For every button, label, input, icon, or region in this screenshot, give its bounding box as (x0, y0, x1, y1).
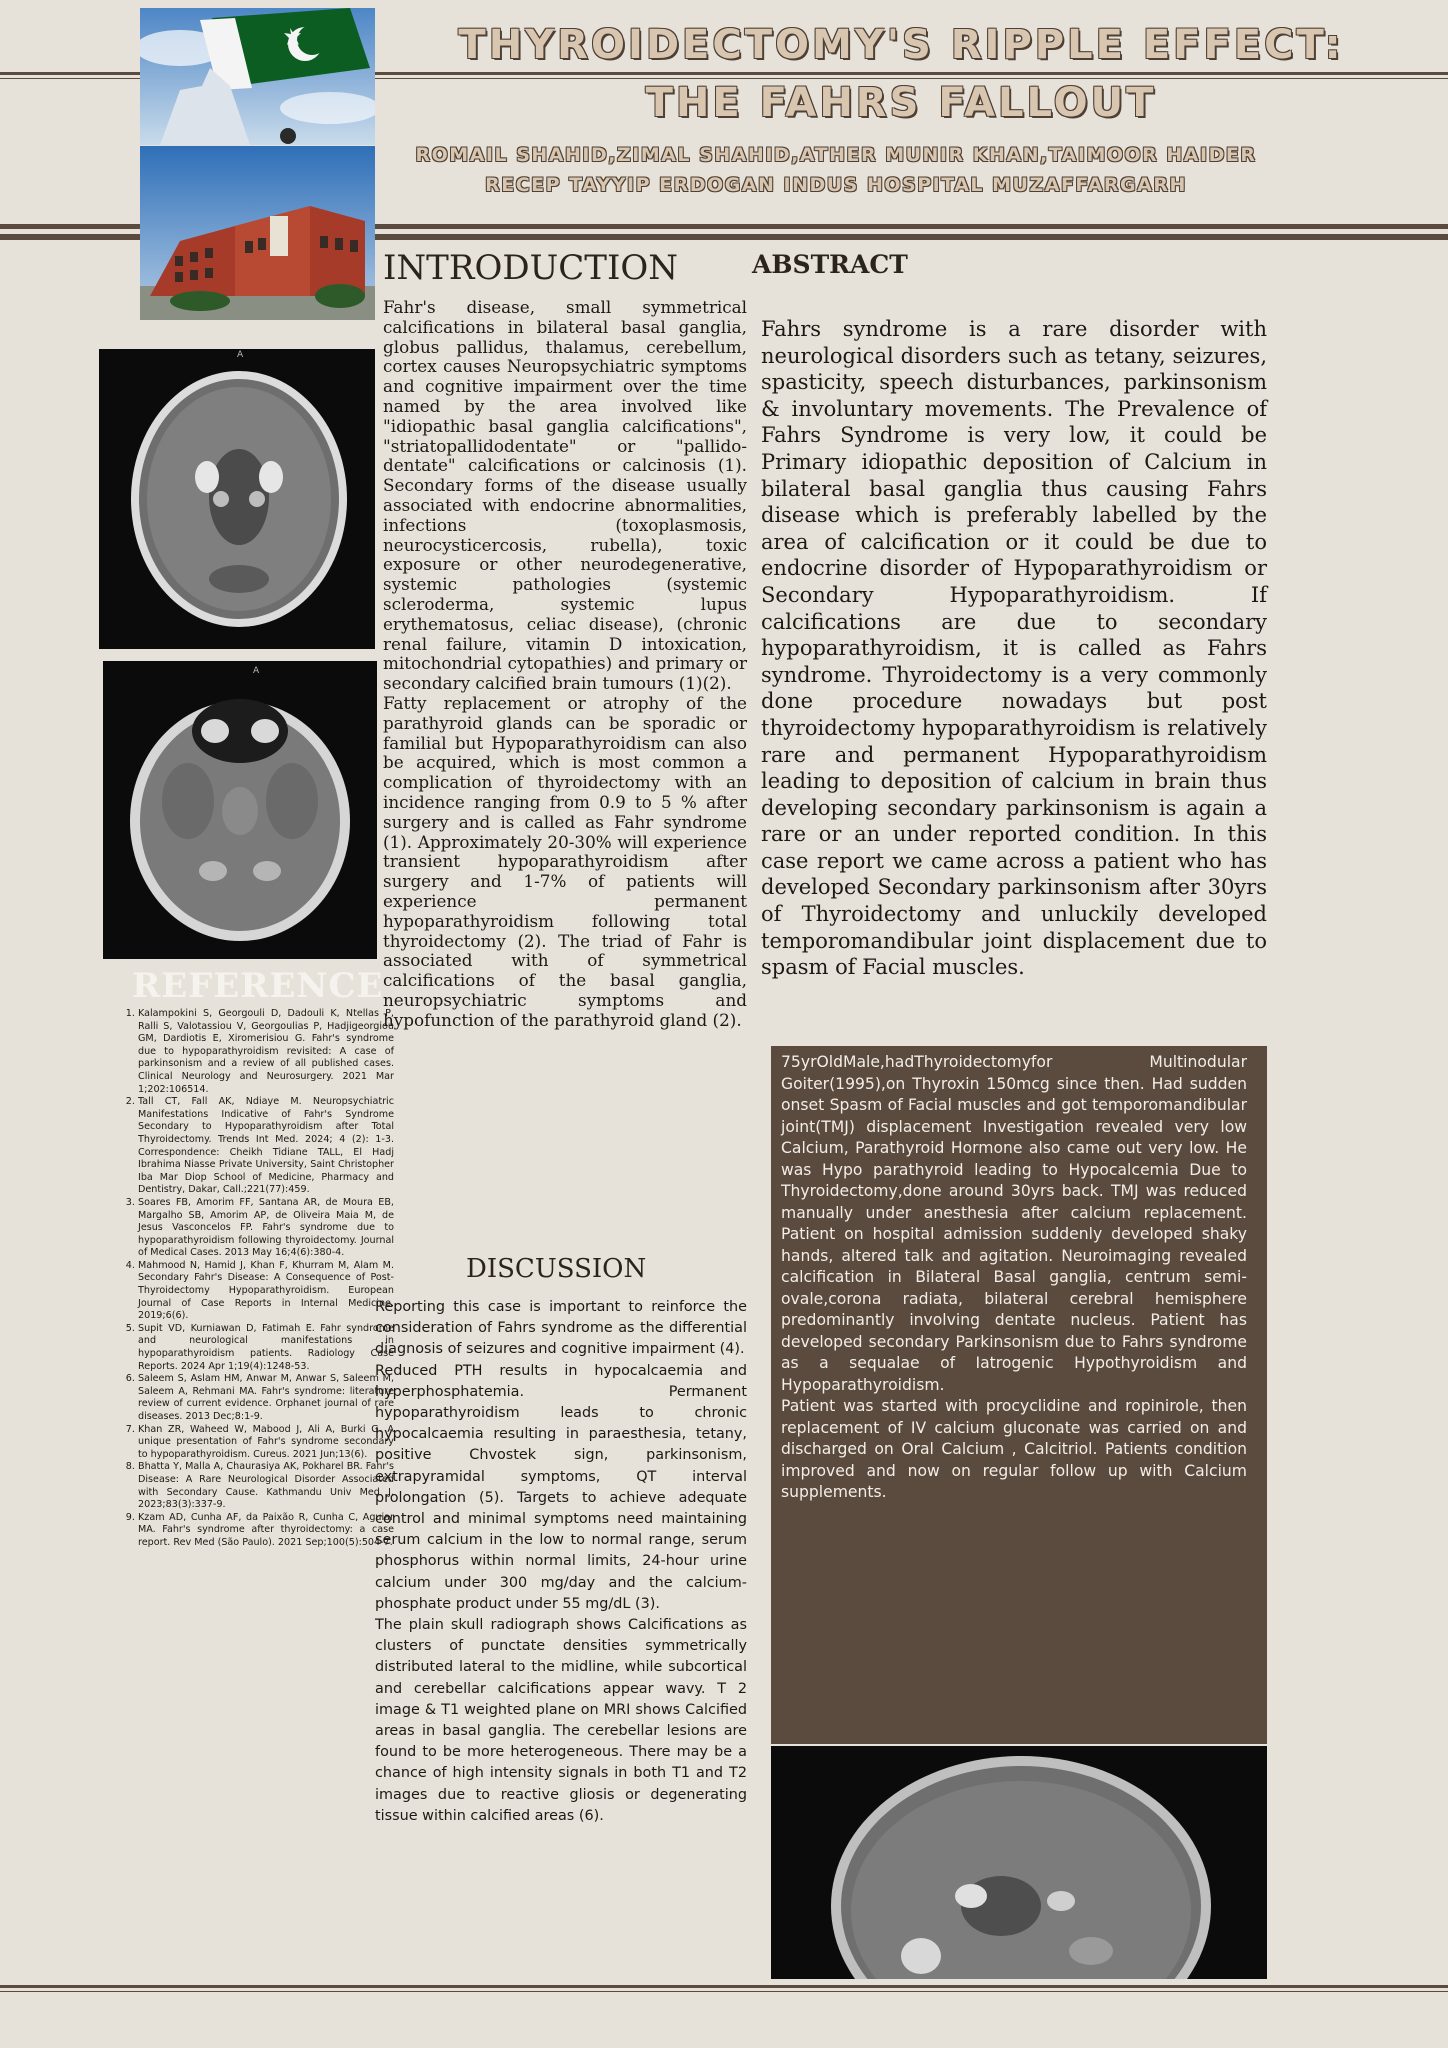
discussion-heading: DISCUSSION (466, 1254, 647, 1284)
poster-title-line1: THYROIDECTOMY'S RIPPLE EFFECT: (458, 22, 1344, 68)
introduction-heading: INTRODUCTION (383, 248, 678, 288)
flag-photo (140, 8, 375, 145)
introduction-paragraph-1: Fahr's disease, small symmetrical calcifications in bilateral basal ganglia, globus pallidus, thalamus, cerebellum, cortex causes Neuropsychiatric symptoms and cognitive impairment over the time named by the area involved like "idiopathic basal ganglia calcifications", "striatopallidodentate" or "pallido-dentate" calcifications or calcinosis (1). Secondary forms of the disease usually associated with endocrine abnormalities, infections (toxoplasmosis, neurocysticercosis, rubella), toxic exposure or other neurodegenerative, systemic pathologies (systemic scleroderma, systemic lupus erythematosus, celiac disease), (chronic renal failure, vitamin D intoxication, mitochondrial cytopathies) and primary or secondary calcified brain tumours (1)(2). (383, 297, 747, 694)
hospital-photo (140, 146, 375, 320)
reference-list (100, 1008, 394, 1550)
reference-item: 2. Tall CT, Fall AK, Ndiaye M. Neuropsychiatric Manifestations Indicative of Fahr's Syndrome Secondary to Hypoparathyroidism after Total Thyroidectomy. Trends Int Med. 2024; 4 (2): 1-3. Correspondence: Cheikh Tidiane TALL, El Hadj Ibrahima Niasse Private University, Saint Christopher Iba Mar Diop School of Medicine, Pharmacy and Dentistry, Dakar, Call.;221(77):459. (138, 1096, 394, 1197)
scan-orientation-label-2: A (253, 666, 260, 676)
references-heading: REFERENCE (132, 966, 384, 1006)
abstract-heading: ABSTRACT (752, 250, 908, 279)
case-paragraph-1: 75yrOldMale,hadThyroidectomyfor Multinodular Goiter(1995),on Thyroxin 150mcg since then. Had sudden onset Spasm of Facial muscles and got temporomandibular joint(TMJ) displacement Investigation revealed very low Calcium, Parathyroid Hormone also came out very low. He was Hypo parathyroid leading to Hypocalcemia Due to Thyroidectomy,done around 30yrs back. TMJ was reduced manually under anesthesia after calcium replacement. Patient on hospital admission suddenly developed shaky hands, altered talk and agitation. Neuroimaging revealed calcification in Bilateral Basal ganglia, centrum semi-ovale,corona radiata, bilateral cerebral hemisphere predominantly involving dentate nucleus. Patient has developed secondary Parkinsonism due to Fahrs syndrome as a sequalae of Iatrogenic Hypothyroidism and Hypoparathyroidism. (781, 1053, 1247, 1394)
reference-item: 3. Soares FB, Amorim FF, Santana AR, de Moura EB, Margalho SB, Amorim AP, de Oliveira Maia M, de Jesus Vasconcelos FP. Fahr's syndrome due to hypoparathyroidism following thyroidectomy. Journal of Medical Cases. 2013 May 16;4(6):380-4. (138, 1197, 394, 1260)
introduction-text (383, 298, 747, 1030)
reference-item: 8. Bhatta Y, Malla A, Chaurasiya AK, Pokharel BR. Fahr's Disease: A Rare Neurological Disorder Associated with Secondary Cause. Kathmandu Univ Med J. 2023;83(3):337-9. (138, 1461, 394, 1511)
reference-item: 6. Saleem S, Aslam HM, Anwar M, Anwar S, Saleem M, Saleem A, Rehmani MA. Fahr's syndrome: literature review of current evidence. Orphanet journal of rare diseases. 2013 Dec;8:1-9. (138, 1373, 394, 1423)
bottom-rule-1 (0, 1985, 1448, 1988)
bottom-rule-2 (0, 1991, 1448, 1992)
scan-orientation-label: A (237, 350, 244, 360)
discussion-paragraph-3: The plain skull radiograph shows Calcifications as clusters of punctate densities symmetrically distributed lateral to the midline, while subcortical and cerebellar calcifications appear wavy. T 2 image & T1 weighted plane on MRI shows Calcified areas in basal ganglia. The cerebellar lesions are found to be more heterogeneous. There may be a chance of high intensity signals in both T1 and T2 images due to reactive gliosis or degenerating tissue within calcified areas (6). (375, 1617, 747, 1824)
reference-item: 4. Mahmood N, Hamid J, Khan F, Khurram M, Alam M. Secondary Fahr's Disease: A Consequence of Post-Thyroidectomy Hypoparathyroidism. European Journal of Case Reports in Internal Medicine. 2019;6(6). (138, 1260, 394, 1323)
ct-scan-sagittal (771, 1746, 1267, 1979)
reference-item: 7. Khan ZR, Waheed W, Mabood J, Ali A, Burki G. A unique presentation of Fahr's syndrome secondary to hypoparathyroidism. Cureus. 2021 Jun;13(6). (138, 1424, 394, 1462)
reference-item: 1. Kalampokini S, Georgouli D, Dadouli K, Ntellas P, Ralli S, Valotassiou V, Georgoulias P, Hadjigeorgiou GM, Dardiotis E, Xiromerisiou G. Fahr's syndrome due to hypoparathyroidism revisited: A case of parkinsonism and a review of all published cases. Clinical Neurology and Neurosurgery. 2021 Mar 1;202:106514. (138, 1008, 394, 1096)
reference-item: 5. Supit VD, Kurniawan D, Fatimah E. Fahr syndrome and neurological manifestations in hypoparathyroidism patients. Radiology Case Reports. 2024 Apr 1;19(4):1248-53. (138, 1323, 394, 1373)
ct-scan-axial-basal-ganglia (99, 349, 375, 649)
discussion-paragraph-1: Reporting this case is important to reinforce the consideration of Fahrs syndrome as the differential diagnosis of seizures and cognitive impairment (4). (375, 1299, 747, 1358)
discussion-paragraph-2: Reduced PTH results in hypocalcaemia and hyperphosphatemia. Permanent hypoparathyroidism leads to chronic hypocalcaemia resulting in paraesthesia, tetany, positive Chvostek sign, parkinsonism, extrapyramidal symptoms, QT interval prolongation (5). Targets to achieve adequate control and minimal symptoms need maintaining serum calcium in the low to normal range, serum phosphorus within normal limits, 24-hour urine calcium under 300 mg/day and the calcium-phosphate product under 55 mg/dL (3). (375, 1362, 747, 1612)
poster-title-line2: THE FAHRS FALLOUT (645, 80, 1157, 126)
case-paragraph-2: Patient was started with procyclidine and ropinirole, then replacement of IV calcium gluconate was carried on and discharged on Oral Calcium , Calcitriol. Patients condition improved and now on regular follow up with Calcium supplements. (781, 1397, 1247, 1501)
reference-item: 9. Kzam AD, Cunha AF, da Paixão R, Cunha C, Aguiar MA. Fahr's syndrome after thyroidectomy: a case report. Rev Med (São Paulo). 2021 Sep;100(5):504-7. (138, 1512, 394, 1550)
ct-scan-axial-cerebellum (103, 661, 377, 959)
author-list: ROMAIL SHAHID,ZIMAL SHAHID,ATHER MUNIR KHAN,TAIMOOR HAIDER (415, 144, 1257, 166)
institution-name: RECEP TAYYIP ERDOGAN INDUS HOSPITAL MUZAFFARGARH (485, 174, 1187, 196)
case-presentation-text (781, 1052, 1247, 1504)
abstract-text: Fahrs syndrome is a rare disorder with neurological disorders such as tetany, seizures, spasticity, speech disturbances, parkinsonism & involuntary movements. The Prevalence of Fahrs Syndrome is very low, it could be Primary idiopathic deposition of Calcium in bilateral basal ganglia thus causing Fahrs disease which is preferably labelled by the area of calcification or it could be due to endocrine disorder of Hypoparathyroidism or Secondary Hypoparathyroidism. If calcifications are due to secondary hypoparathyroidism, it is called as Fahrs syndrome. Thyroidectomy is a very commonly done procedure nowadays but post thyroidectomy hypoparathyroidism is relatively rare and permanent Hypoparathyroidism leading to deposition of calcium in brain thus developing secondary parkinsonism is again a rare or an under reported condition. In this case report we came across a patient who has developed Secondary parkinsonism after 30yrs of Thyroidectomy and unluckily developed temporomandibular joint displacement due to spasm of Facial muscles. (761, 317, 1267, 980)
introduction-paragraph-2: Fatty replacement or atrophy of the parathyroid glands can be sporadic or familial but Hypoparathyroidism can also be acquired, which is most common a complication of thyroidectomy with an incidence ranging from 0.9 to 5 % after surgery and is called as Fahr syndrome (1). Approximately 20-30% will experience transient hypoparathyroidism after surgery and 1-7% of patients will experience permanent hypoparathyroidism following total thyroidectomy (2). The triad of Fahr is associated with of symmetrical calcifications of the basal ganglia, neuropsychiatric symptoms and hypofunction of the parathyroid gland (2). (383, 692, 747, 1030)
discussion-text (375, 1297, 747, 1827)
